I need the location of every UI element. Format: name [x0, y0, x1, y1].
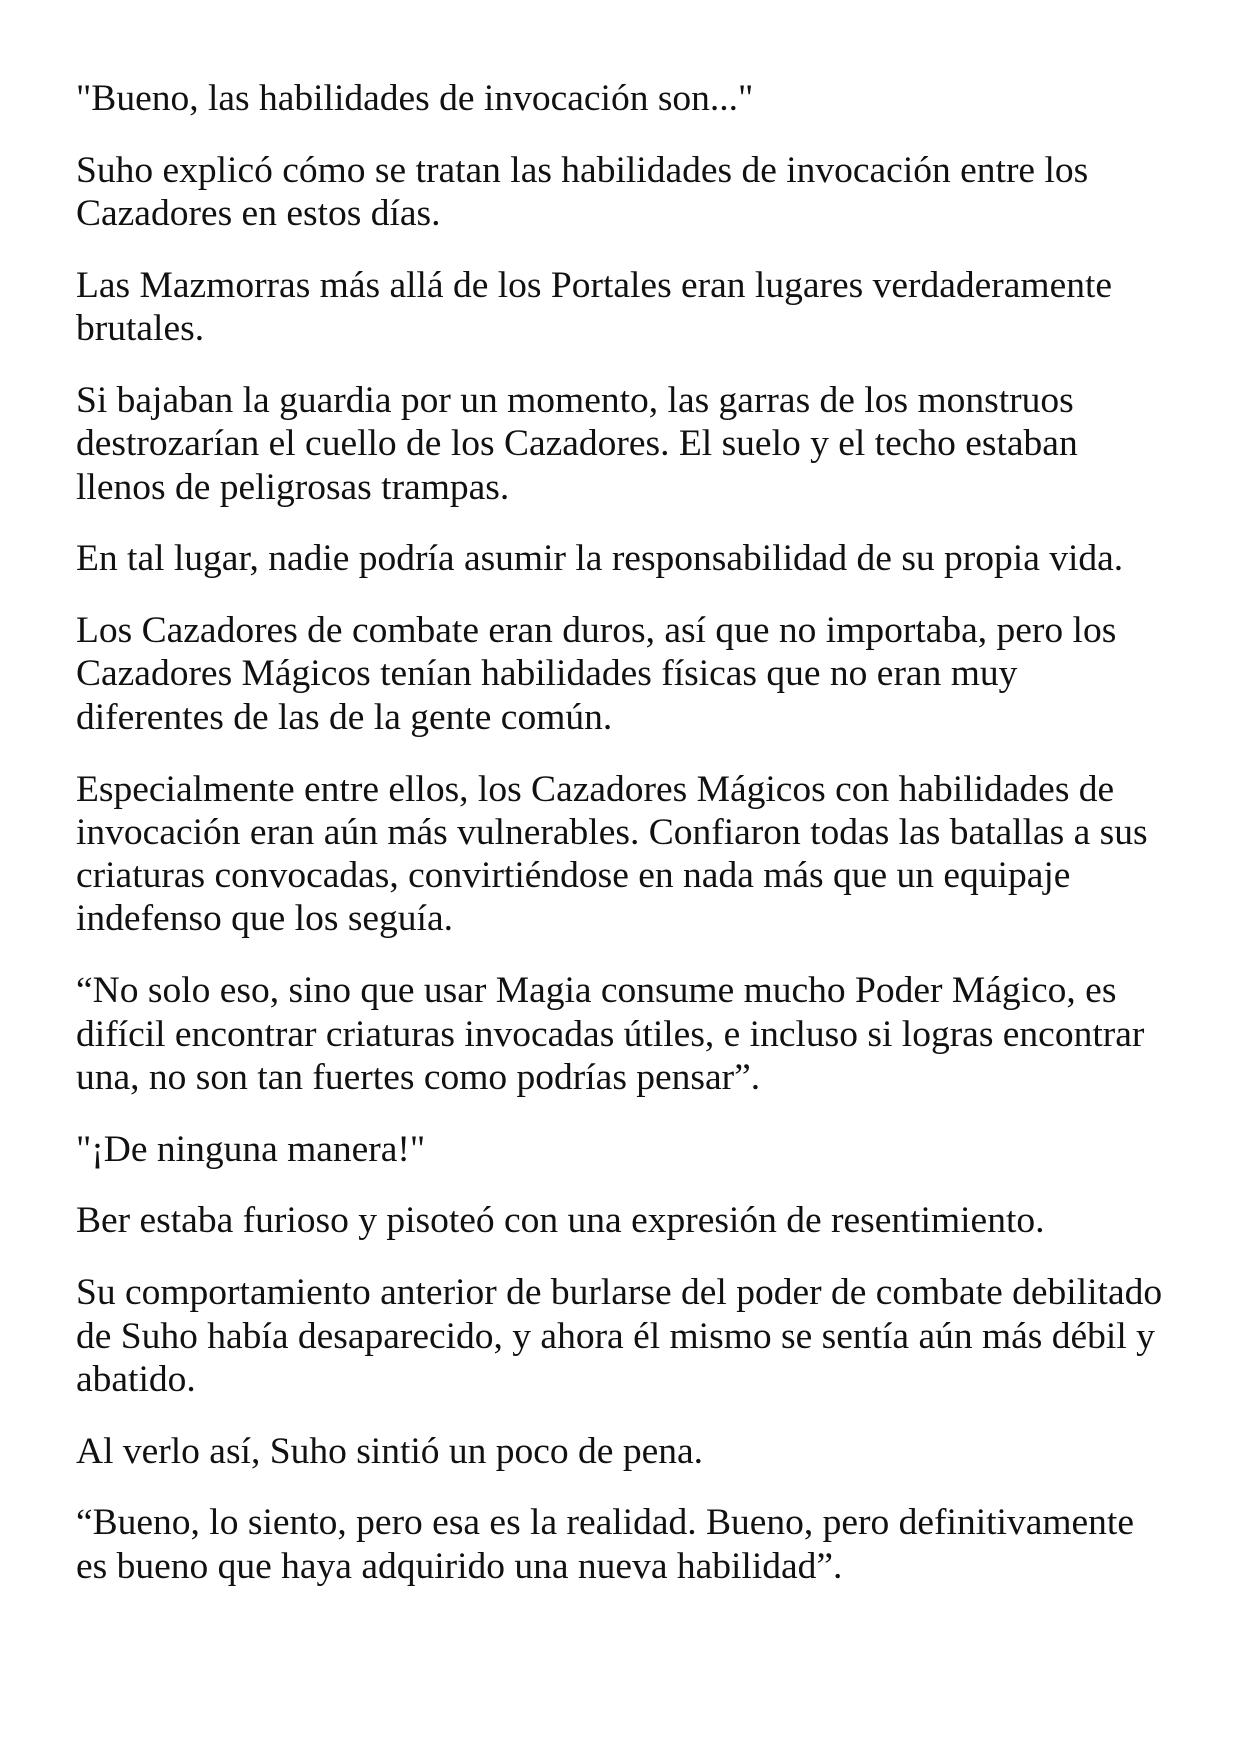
text-line: “Bueno, lo siento, pero esa es la realidad. Bueno, pero definitivamente: [76, 1502, 1134, 1544]
text-line: brutales.: [76, 308, 205, 350]
text-line: Si bajaban la guardia por un momento, las garras de los monstruos: [76, 379, 1074, 421]
paragraph-8: [76, 969, 1165, 1099]
text-line: Los Cazadores de combate eran duros, así que no importaba, pero los: [76, 610, 1117, 652]
text-line: diferentes de las de la gente común.: [76, 696, 613, 738]
text-line: difícil encontrar criaturas invocadas útiles, e incluso si logras encontrar: [76, 1013, 1145, 1055]
text-line: Las Mazmorras más allá de los Portales eran lugares verdaderamente: [76, 264, 1113, 306]
text-line: destrozarían el cuello de los Cazadores. El suelo y el techo estaban: [76, 423, 1078, 465]
text-line: Cazadores Mágicos tenían habilidades físicas que no eran muy: [76, 653, 1018, 695]
text-line: es bueno que haya adquirido una nueva habilidad”.: [76, 1545, 843, 1587]
paragraph-9: [76, 1128, 1165, 1171]
text-line: Especialmente entre ellos, los Cazadores Mágicos con habilidades de: [76, 768, 1115, 810]
paragraph-1: [76, 77, 1165, 120]
text-line: En tal lugar, nadie podría asumir la responsabilidad de su propia vida.: [76, 538, 1124, 580]
text-line: indefenso que los seguía.: [76, 898, 453, 940]
text-line: una, no son tan fuertes como podrías pensar”.: [76, 1056, 761, 1098]
paragraph-13: [76, 1501, 1165, 1588]
paragraph-10: [76, 1199, 1165, 1242]
paragraph-7: [76, 768, 1165, 941]
text-line: Suho explicó cómo se tratan las habilidades de invocación entre los: [76, 149, 1089, 191]
text-line: Al verlo así, Suho sintió un poco de pena.: [76, 1430, 703, 1472]
text-line: invocación eran aún más vulnerables. Confiaron todas las batallas a sus: [76, 811, 1148, 853]
paragraph-4: [76, 379, 1165, 509]
text-line: Cazadores en estos días.: [76, 193, 441, 235]
text-line: Su comportamiento anterior de burlarse del poder de combate debilitado: [76, 1272, 1163, 1314]
text-line: "¡De ninguna manera!": [76, 1128, 426, 1170]
paragraph-5: [76, 537, 1165, 580]
paragraph-11: [76, 1271, 1165, 1401]
text-line: “No solo eso, sino que usar Magia consume mucho Poder Mágico, es: [76, 970, 1117, 1012]
paragraph-6: [76, 609, 1165, 739]
paragraph-12: [76, 1430, 1165, 1473]
text-line: "Bueno, las habilidades de invocación son...": [76, 78, 754, 119]
text-line: abatido.: [76, 1358, 196, 1400]
text-line: criaturas convocadas, convirtiéndose en nada más que un equipaje: [76, 855, 1071, 897]
paragraph-3: [76, 264, 1165, 351]
text-line: de Suho había desaparecido, y ahora él mismo se sentía aún más débil y: [76, 1315, 1155, 1357]
text-line: Ber estaba furioso y pisoteó con una expresión de resentimiento.: [76, 1200, 1045, 1242]
text-line: llenos de peligrosas trampas.: [76, 466, 510, 508]
paragraph-2: [76, 149, 1165, 236]
